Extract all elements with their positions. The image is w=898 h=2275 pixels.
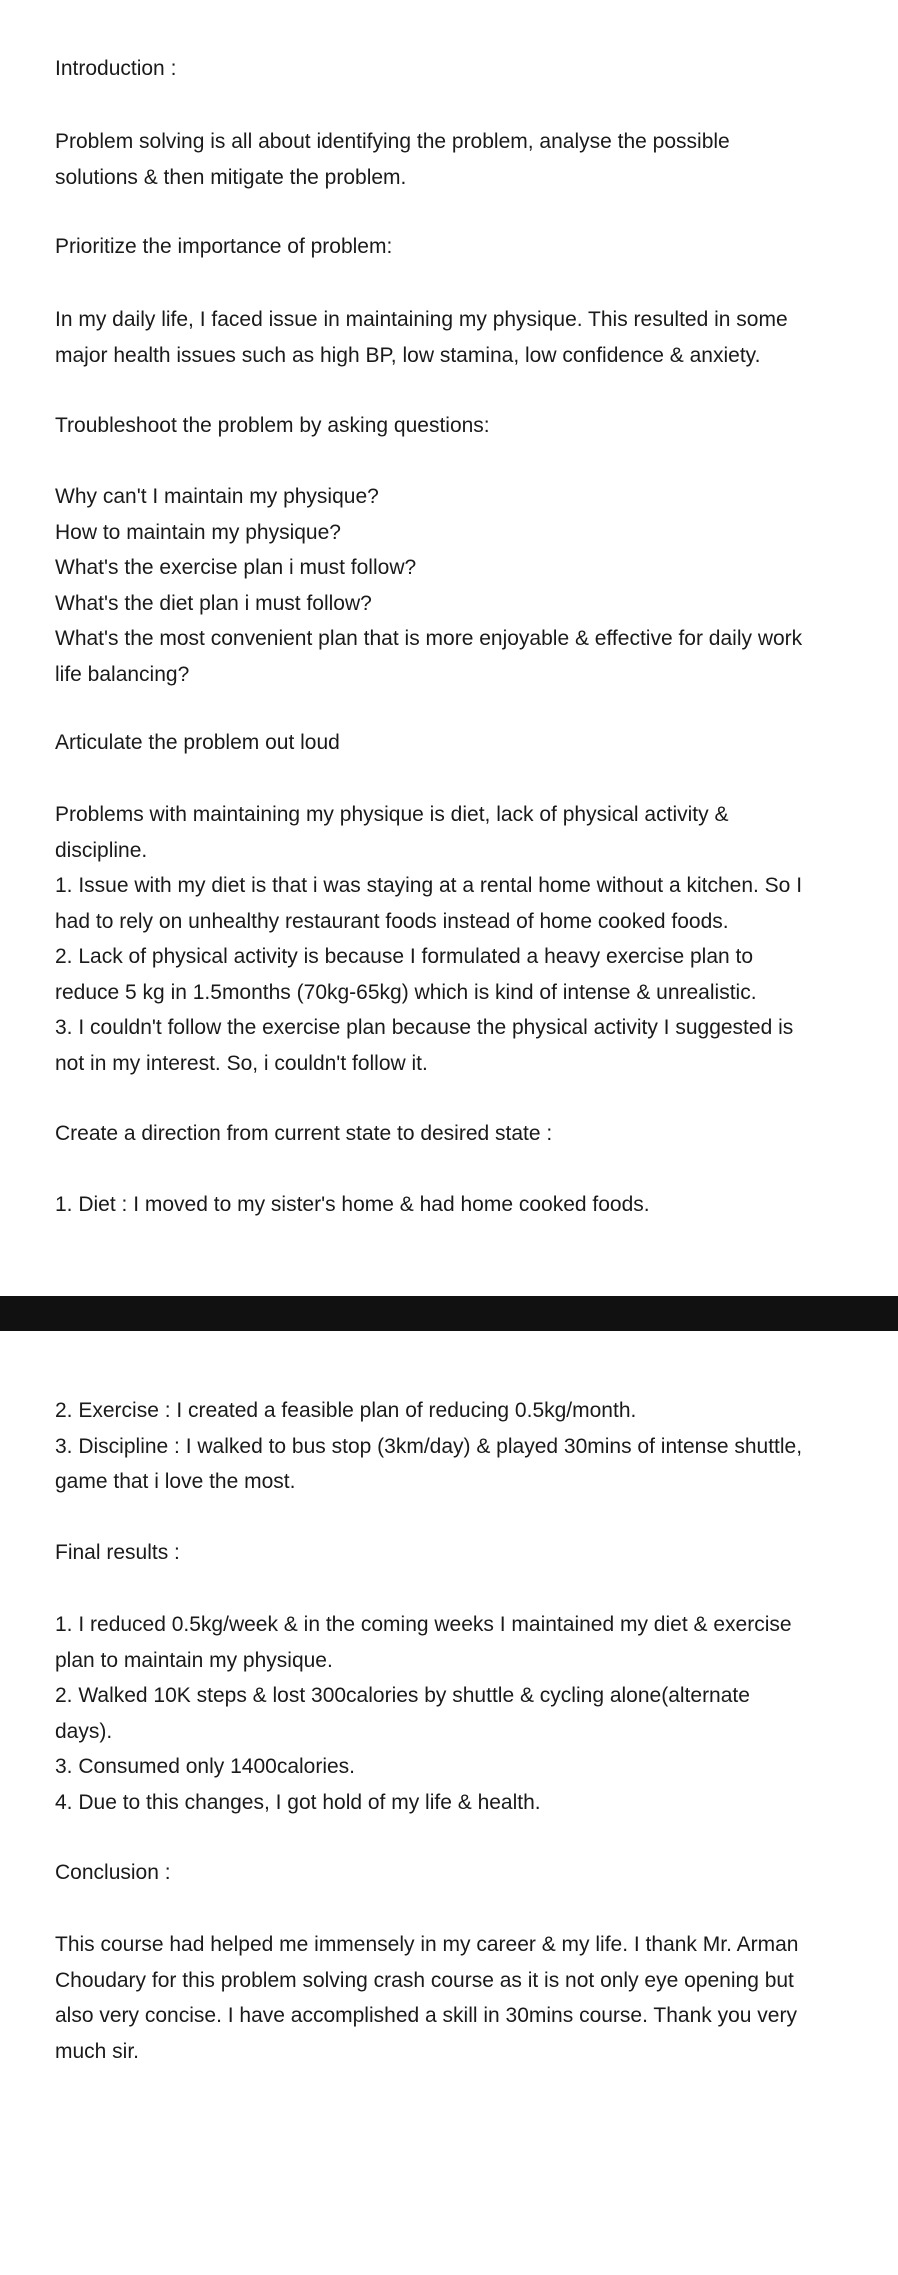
intro-heading: Introduction :: [55, 57, 177, 80]
prioritize-paragraph: In my daily life, I faced issue in maintaining my physique. This resulted in some major health issues such as high BP, low stamina, low confidence & anxiety.: [55, 308, 788, 367]
intro-paragraph: Problem solving is all about identifying the problem, analyse the possible solutions & then mitigate the problem.: [55, 130, 730, 189]
direction-heading: Create a direction from current state to desired state :: [55, 1122, 553, 1145]
direction-paragraph: 1. Diet : I moved to my sister's home & had home cooked foods.: [55, 1193, 650, 1216]
conclusion-heading: Conclusion :: [55, 1861, 171, 1884]
question-item: Why can't I maintain my physique?: [55, 485, 379, 508]
question-item: life balancing?: [55, 662, 190, 686]
question-item: What's the diet plan i must follow?: [55, 591, 372, 615]
prioritize-heading: Prioritize the importance of problem:: [55, 235, 393, 258]
troubleshoot-questions: [55, 479, 855, 692]
troubleshoot-heading: Troubleshoot the problem by asking questions:: [55, 414, 490, 437]
articulate-paragraph: Problems with maintaining my physique is diet, lack of physical activity & discipline. 1. Issue with my diet is that i was staying at a rental home without a kitchen. So I had to rely on unhealthy restaurant foods instead of home cooked foods. 2. Lack of physical activity is because I formulated a heavy exercise plan to reduce 5 kg in 1.5months (70kg-65kg) which is kind of intense & unrealistic. 3. I couldn't follow the exercise plan because the physical activity I suggested is not in my interest. So, i couldn't follow it.: [55, 803, 803, 1075]
question-item: How to maintain my physique?: [55, 520, 341, 544]
results-heading: Final results :: [55, 1541, 180, 1564]
conclusion-paragraph: This course had helped me immensely in my career & my life. I thank Mr. Arman Choudary for this problem solving crash course as it is not only eye opening but also very concise. I have accomplished a skill in 30mins course. Thank you very much sir.: [55, 1933, 799, 2063]
question-item: What's the exercise plan i must follow?: [55, 556, 417, 579]
question-item: What's the most convenient plan that is more enjoyable & effective for daily work: [55, 627, 803, 650]
articulate-heading: Articulate the problem out loud: [55, 731, 340, 754]
direction-paragraph-continued: 2. Exercise : I created a feasible plan of reducing 0.5kg/month. 3. Discipline : I walked to bus stop (3km/day) & played 30mins of intense shuttle, game that i love the most.: [55, 1399, 803, 1493]
results-list: 1. I reduced 0.5kg/week & in the coming weeks I maintained my diet & exercise plan to maintain my physique. 2. Walked 10K steps & lost 300calories by shuttle & cycling alone(alternate days). 3. Consumed only 1400calories. 4. Due to this changes, I got hold of my life & health.: [55, 1613, 792, 1814]
image-divider-bar: [0, 1296, 898, 1331]
